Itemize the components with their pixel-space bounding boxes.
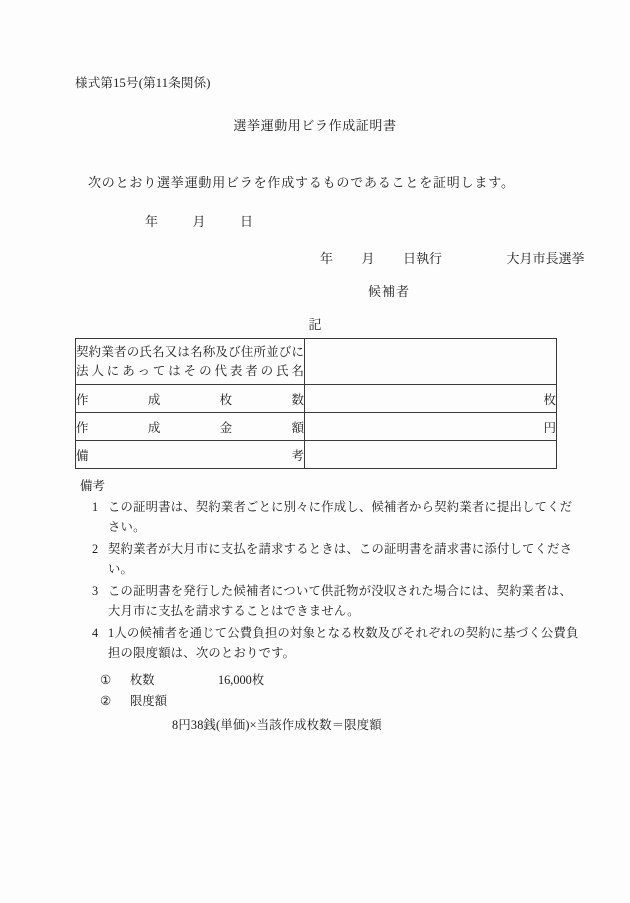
sheet-count-label-text: 作成枚数 <box>76 392 304 407</box>
page-title: 選挙運動用ビラ作成証明書 <box>233 118 397 133</box>
sub-item-label: 枚数 <box>130 672 155 687</box>
sub-item-value: 16,000枚 <box>218 672 265 687</box>
remarks-value[interactable] <box>305 441 557 469</box>
certificate-table <box>75 338 557 469</box>
sheet-count-unit: 枚 <box>543 392 556 407</box>
amount-value[interactable] <box>305 413 557 441</box>
table-row <box>76 385 557 413</box>
contractor-name-label-line1: 契約業者の氏名又は名称及び住所並びに <box>76 345 304 360</box>
issue-day-label: 日 <box>240 214 254 229</box>
notes-heading: 備考 <box>80 479 106 493</box>
limit-formula: 8円38銭(単価)×当該作成枚数＝限度額 <box>172 718 382 733</box>
note-item <box>80 582 580 622</box>
note-number: 4 <box>92 625 99 640</box>
certification-statement: 次のとおり選挙運動用ビラを作成するものであることを証明します。 <box>88 175 515 190</box>
note-text: 契約業者が大月市に支払を請求するときは、この証明書を請求書に添付してください。 <box>108 542 573 576</box>
notes-section <box>80 476 580 736</box>
note-text: この証明書を発行した候補者について供託物が没収された場合には、契約業者は、大月市に支払を請求することはできません。 <box>108 583 572 618</box>
issue-date-line <box>145 211 253 230</box>
sub-item-marker: ① <box>100 672 112 687</box>
election-month-label: 月 <box>361 251 375 266</box>
note-text: この証明書は、契約業者ごとに別々に作成し、候補者から契約業者に提出してください。 <box>108 500 573 535</box>
note-item <box>80 624 580 664</box>
amount-label-text: 作成金額 <box>76 420 304 435</box>
note-item <box>80 498 580 538</box>
candidate-label: 候補者 <box>368 284 411 299</box>
sub-item-label: 限度額 <box>130 694 167 709</box>
election-day-label: 日執行 <box>403 251 443 266</box>
election-name: 大月市長選挙 <box>506 251 585 266</box>
table-row <box>76 441 557 469</box>
sheet-count-value[interactable] <box>305 385 557 413</box>
contractor-name-label-line2: 法人にあってはその代表者の氏名 <box>76 363 304 378</box>
issue-year-label: 年 <box>145 214 159 229</box>
note-text: 1人の候補者を通じて公費負担の対象となる枚数及びそれぞれの契約に基づく公費負担の限度額は、次のとおりです。 <box>108 625 579 660</box>
issue-month-label: 月 <box>192 214 206 229</box>
table-row <box>76 339 557 385</box>
note-number: 3 <box>92 583 99 598</box>
note-sub-list <box>100 671 580 737</box>
sub-item-marker: ② <box>100 694 112 709</box>
remarks-label-text: 備考 <box>76 448 304 463</box>
contractor-name-label <box>76 339 305 385</box>
form-number: 様式第15号(第11条関係) <box>75 76 211 90</box>
amount-label <box>76 413 305 441</box>
election-year-label: 年 <box>320 251 334 266</box>
remarks-label <box>76 441 305 469</box>
ki-mark: 記 <box>308 317 322 332</box>
amount-unit: 円 <box>543 420 556 435</box>
note-item <box>80 540 580 580</box>
sheet-count-label <box>76 385 305 413</box>
note-number: 1 <box>92 500 99 515</box>
table-row <box>76 413 557 441</box>
contractor-name-value[interactable] <box>305 339 557 385</box>
note-number: 2 <box>92 542 99 557</box>
note-sub-item <box>100 671 580 691</box>
election-date-line <box>320 248 585 267</box>
note-sub-item <box>100 692 580 712</box>
